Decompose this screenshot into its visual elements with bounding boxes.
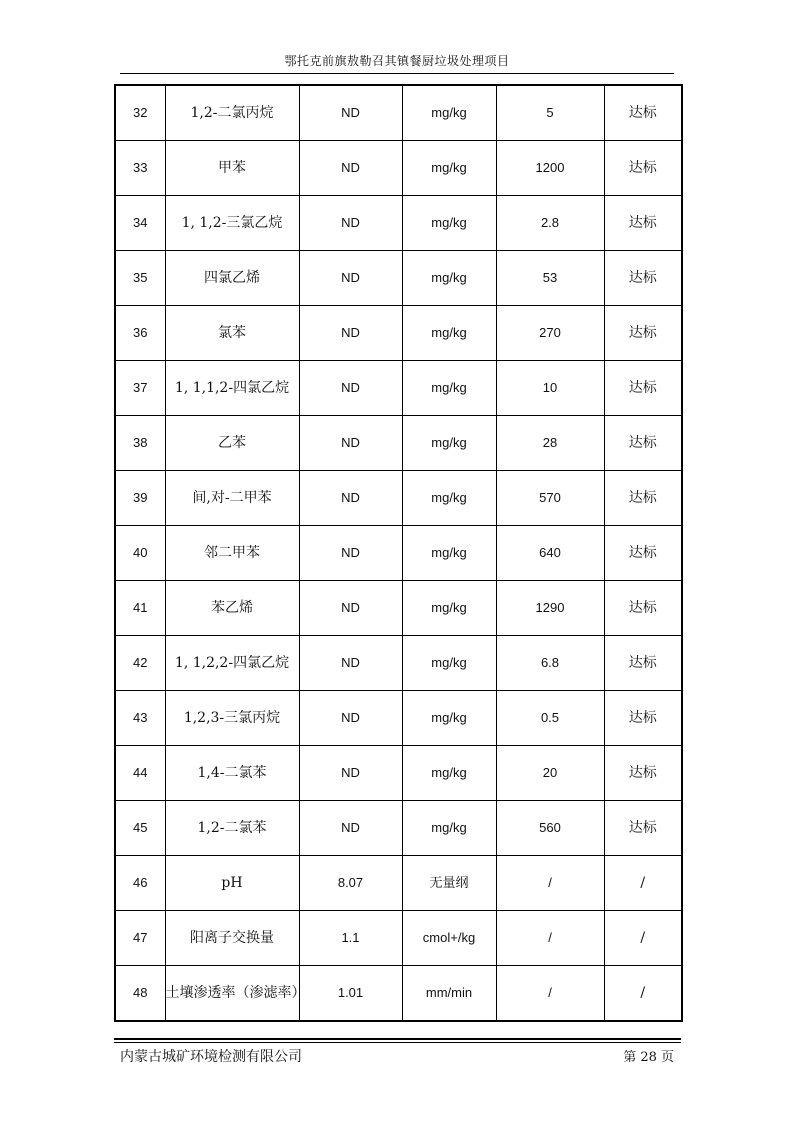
limit-cell: 2.8 xyxy=(496,196,604,251)
limit-cell: 1290 xyxy=(496,581,604,636)
table-row xyxy=(115,636,682,691)
limit-cell: 10 xyxy=(496,361,604,416)
result-cell: ND xyxy=(299,471,402,526)
row-number-cell: 35 xyxy=(115,251,165,306)
unit-cell: mg/kg xyxy=(402,691,496,746)
test-item-cell: 1,2-二氯丙烷 xyxy=(165,85,299,141)
unit-cell: mg/kg xyxy=(402,526,496,581)
test-item-cell: 土壤渗透率（渗滤率） xyxy=(165,966,299,1022)
unit-cell: mg/kg xyxy=(402,581,496,636)
status-cell: / xyxy=(604,911,682,966)
limit-cell: 640 xyxy=(496,526,604,581)
status-cell: 达标 xyxy=(604,636,682,691)
status-cell: 达标 xyxy=(604,416,682,471)
status-cell: 达标 xyxy=(604,801,682,856)
status-cell: 达标 xyxy=(604,691,682,746)
unit-cell: mg/kg xyxy=(402,251,496,306)
limit-cell: 0.5 xyxy=(496,691,604,746)
unit-cell: mg/kg xyxy=(402,196,496,251)
unit-cell: mg/kg xyxy=(402,471,496,526)
table-row xyxy=(115,85,682,141)
status-cell: 达标 xyxy=(604,581,682,636)
limit-cell: 560 xyxy=(496,801,604,856)
result-cell: ND xyxy=(299,526,402,581)
limit-cell: 28 xyxy=(496,416,604,471)
row-number-cell: 42 xyxy=(115,636,165,691)
status-cell: 达标 xyxy=(604,251,682,306)
test-item-cell: 邻二甲苯 xyxy=(165,526,299,581)
status-cell: 达标 xyxy=(604,746,682,801)
limit-cell: 20 xyxy=(496,746,604,801)
status-cell: 达标 xyxy=(604,306,682,361)
table-row xyxy=(115,746,682,801)
test-item-cell: 乙苯 xyxy=(165,416,299,471)
unit-cell: mg/kg xyxy=(402,85,496,141)
status-cell: / xyxy=(604,966,682,1022)
result-cell: 1.1 xyxy=(299,911,402,966)
result-cell: ND xyxy=(299,251,402,306)
table-row xyxy=(115,196,682,251)
unit-cell: mm/min xyxy=(402,966,496,1022)
test-item-cell: 1,2-二氯苯 xyxy=(165,801,299,856)
limit-cell: 270 xyxy=(496,306,604,361)
result-cell: ND xyxy=(299,306,402,361)
test-item-cell: pH xyxy=(165,856,299,911)
result-cell: ND xyxy=(299,361,402,416)
test-item-cell: 苯乙烯 xyxy=(165,581,299,636)
page-header-title: 鄂托克前旗敖勒召其镇餐厨垃圾处理项目 xyxy=(284,54,510,68)
row-number-cell: 39 xyxy=(115,471,165,526)
result-cell: ND xyxy=(299,141,402,196)
status-cell: 达标 xyxy=(604,141,682,196)
test-item-cell: 间,对-二甲苯 xyxy=(165,471,299,526)
table-row xyxy=(115,691,682,746)
row-number-cell: 44 xyxy=(115,746,165,801)
table-row xyxy=(115,306,682,361)
test-item-cell: 1, 1,2-三氯乙烷 xyxy=(165,196,299,251)
result-cell: ND xyxy=(299,746,402,801)
footer-company-name: 内蒙古城矿环境检测有限公司 xyxy=(120,1049,302,1065)
limit-cell: / xyxy=(496,856,604,911)
footer-page-number: 第 28 页 xyxy=(623,1050,674,1065)
row-number-cell: 32 xyxy=(115,85,165,141)
test-item-cell: 1,4-二氯苯 xyxy=(165,746,299,801)
unit-cell: mg/kg xyxy=(402,416,496,471)
status-cell: 达标 xyxy=(604,85,682,141)
result-cell: ND xyxy=(299,801,402,856)
row-number-cell: 45 xyxy=(115,801,165,856)
limit-cell: / xyxy=(496,911,604,966)
limit-cell: 5 xyxy=(496,85,604,141)
row-number-cell: 33 xyxy=(115,141,165,196)
table-row xyxy=(115,251,682,306)
table-row xyxy=(115,361,682,416)
row-number-cell: 34 xyxy=(115,196,165,251)
status-cell: 达标 xyxy=(604,361,682,416)
table-row xyxy=(115,471,682,526)
result-cell: ND xyxy=(299,196,402,251)
unit-cell: cmol+/kg xyxy=(402,911,496,966)
test-item-cell: 1,2,3-三氯丙烷 xyxy=(165,691,299,746)
status-cell: 达标 xyxy=(604,471,682,526)
row-number-cell: 38 xyxy=(115,416,165,471)
result-cell: 8.07 xyxy=(299,856,402,911)
unit-cell: mg/kg xyxy=(402,306,496,361)
status-cell: 达标 xyxy=(604,526,682,581)
table-row xyxy=(115,141,682,196)
limit-cell: 53 xyxy=(496,251,604,306)
unit-cell: mg/kg xyxy=(402,746,496,801)
limit-cell: / xyxy=(496,966,604,1022)
table-row xyxy=(115,581,682,636)
row-number-cell: 47 xyxy=(115,911,165,966)
footer-divider-thick xyxy=(114,1038,681,1040)
row-number-cell: 37 xyxy=(115,361,165,416)
row-number-cell: 40 xyxy=(115,526,165,581)
row-number-cell: 46 xyxy=(115,856,165,911)
result-cell: ND xyxy=(299,581,402,636)
table-row xyxy=(115,416,682,471)
table-row xyxy=(115,526,682,581)
row-number-cell: 48 xyxy=(115,966,165,1022)
header-divider xyxy=(120,73,674,74)
unit-cell: 无量纲 xyxy=(402,856,496,911)
test-item-cell: 阳离子交换量 xyxy=(165,911,299,966)
results-table xyxy=(114,84,683,1022)
table-row xyxy=(115,801,682,856)
test-item-cell: 1, 1,2,2-四氯乙烷 xyxy=(165,636,299,691)
table-row xyxy=(115,856,682,911)
limit-cell: 570 xyxy=(496,471,604,526)
result-cell: ND xyxy=(299,636,402,691)
results-table-body xyxy=(115,85,682,1021)
result-cell: ND xyxy=(299,691,402,746)
unit-cell: mg/kg xyxy=(402,636,496,691)
test-item-cell: 1, 1,1,2-四氯乙烷 xyxy=(165,361,299,416)
table-row xyxy=(115,911,682,966)
table-row xyxy=(115,966,682,1022)
footer-divider-thin xyxy=(114,1042,681,1043)
unit-cell: mg/kg xyxy=(402,141,496,196)
limit-cell: 1200 xyxy=(496,141,604,196)
test-item-cell: 甲苯 xyxy=(165,141,299,196)
test-item-cell: 四氯乙烯 xyxy=(165,251,299,306)
status-cell: 达标 xyxy=(604,196,682,251)
result-cell: ND xyxy=(299,416,402,471)
unit-cell: mg/kg xyxy=(402,801,496,856)
row-number-cell: 36 xyxy=(115,306,165,361)
result-cell: ND xyxy=(299,85,402,141)
row-number-cell: 43 xyxy=(115,691,165,746)
result-cell: 1.01 xyxy=(299,966,402,1022)
test-item-cell: 氯苯 xyxy=(165,306,299,361)
limit-cell: 6.8 xyxy=(496,636,604,691)
unit-cell: mg/kg xyxy=(402,361,496,416)
status-cell: / xyxy=(604,856,682,911)
row-number-cell: 41 xyxy=(115,581,165,636)
